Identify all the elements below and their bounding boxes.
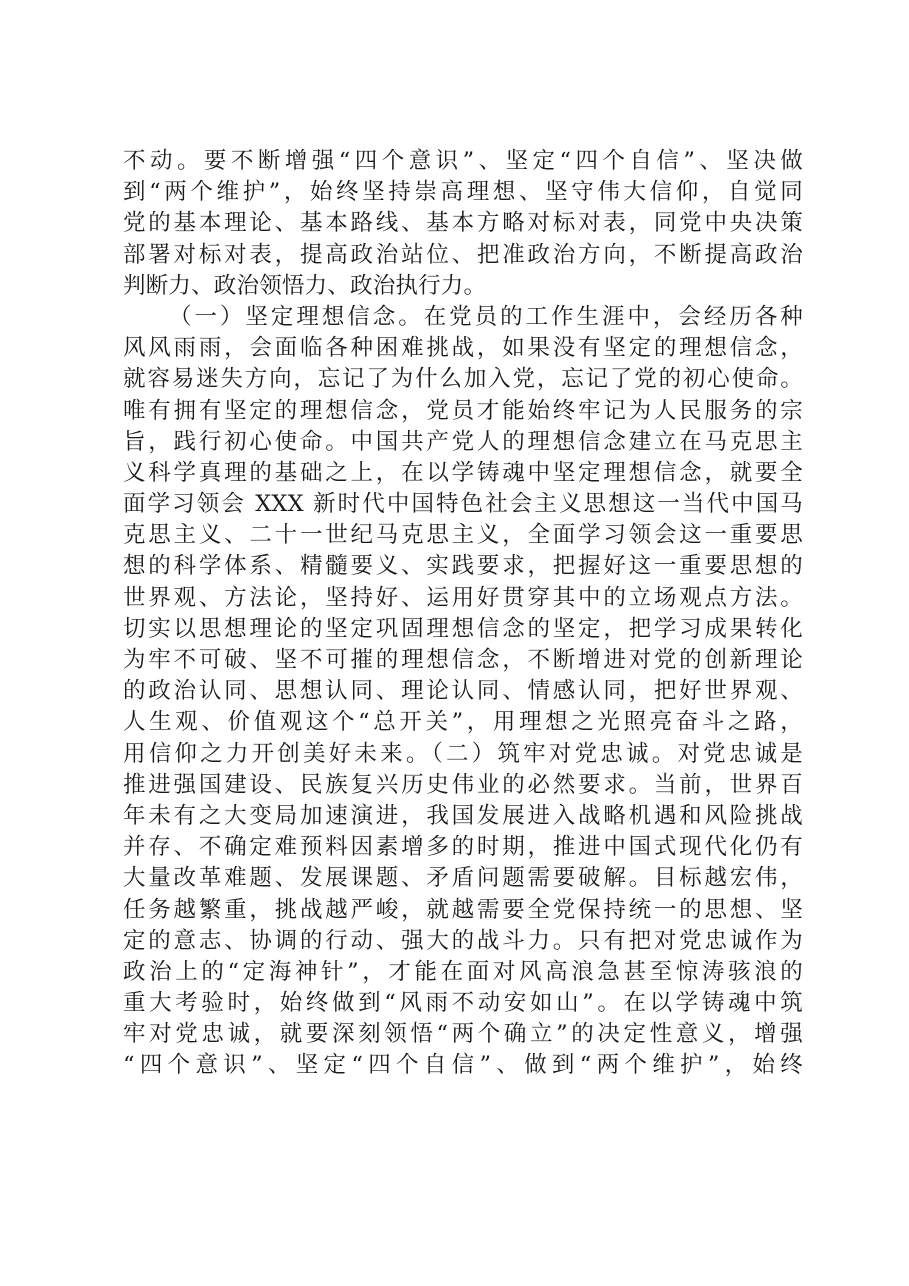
text-line: 判断力、政治领悟力、政治执行力。 — [123, 272, 487, 299]
text-line: 推进强国建设、民族复兴历史伟业的必然要求。当前，世界百 — [123, 771, 803, 798]
text-line: 大量改革难题、发展课题、矛盾问题需要破解。目标越宏伟， — [123, 865, 803, 892]
text-line: 年未有之大变局加速演进，我国发展进入战略机遇和风险挑战 — [123, 802, 803, 829]
text-line: 牢对党忠诚，就要深刻领悟“两个确立”的决定性意义，增强 — [123, 1021, 803, 1048]
text-line: 面学习领会 XXX 新时代中国特色社会主义思想这一当代中国马 — [123, 491, 803, 518]
text-line: 不动。要不断增强“四个意识”、坚定“四个自信”、坚决做 — [123, 148, 803, 174]
section-heading-line: （一）坚定理想信念。在党员的工作生涯中，会经历各种 — [169, 303, 803, 330]
text-line: 用信仰之力开创美好未来。（二）筑牢对党忠诚。对党忠诚是 — [123, 740, 803, 767]
text-line: 定的意志、协调的行动、强大的战斗力。只有把对党忠诚作为 — [123, 927, 803, 954]
text-line: 任务越繁重，挑战越严峻，就越需要全党保持统一的思想、坚 — [123, 896, 803, 923]
text-line: 人生观、价值观这个“总开关”，用理想之光照亮奋斗之路， — [123, 709, 803, 736]
text-line: 为牢不可破、坚不可摧的理想信念，不断增进对党的创新理论 — [123, 647, 803, 673]
text-line: 克思主义、二十一世纪马克思主义，全面学习领会这一重要思 — [123, 522, 803, 549]
text-line: 义科学真理的基础之上，在以学铸魂中坚定理想信念，就要全 — [123, 459, 803, 486]
text-line: 风风雨雨，会面临各种困难挑战，如果没有坚定的理想信念， — [123, 335, 803, 362]
text-line: 部署对标对表，提高政治站位、把准政治方向，不断提高政治 — [123, 241, 803, 268]
text-line: 并存、不确定难预料因素增多的时期，推进中国式现代化仍有 — [123, 834, 803, 861]
body-text — [123, 146, 803, 1082]
text-line: 重大考验时，始终做到“风雨不动安如山”。在以学铸魂中筑 — [123, 990, 803, 1017]
text-line: “四个意识”、坚定“四个自信”、做到“两个维护”，始终 — [123, 1052, 803, 1079]
text-line: 旨，践行初心使命。中国共产党人的理想信念建立在马克思主 — [123, 428, 803, 455]
text-line: 切实以思想理论的坚定巩固理想信念的坚定，把学习成果转化 — [123, 615, 803, 642]
text-line: 的政治认同、思想认同、理论认同、情感认同，把好世界观、 — [123, 678, 803, 705]
text-line: 到“两个维护”，始终坚持崇高理想、坚守伟大信仰，自觉同 — [123, 179, 803, 206]
text-line: 就容易迷失方向，忘记了为什么加入党，忘记了党的初心使命。 — [123, 366, 803, 393]
text-line: 唯有拥有坚定的理想信念，党员才能始终牢记为人民服务的宗 — [123, 397, 803, 424]
text-line: 党的基本理论、基本路线、基本方略对标对表，同党中央决策 — [123, 210, 803, 237]
text-line: 想的科学体系、精髓要义、实践要求，把握好这一重要思想的 — [123, 553, 803, 580]
text-line: 世界观、方法论，坚持好、运用好贯穿其中的立场观点方法。 — [123, 584, 803, 611]
text-line: 政治上的“定海神针”，才能在面对风高浪急甚至惊涛骇浪的 — [123, 958, 803, 985]
